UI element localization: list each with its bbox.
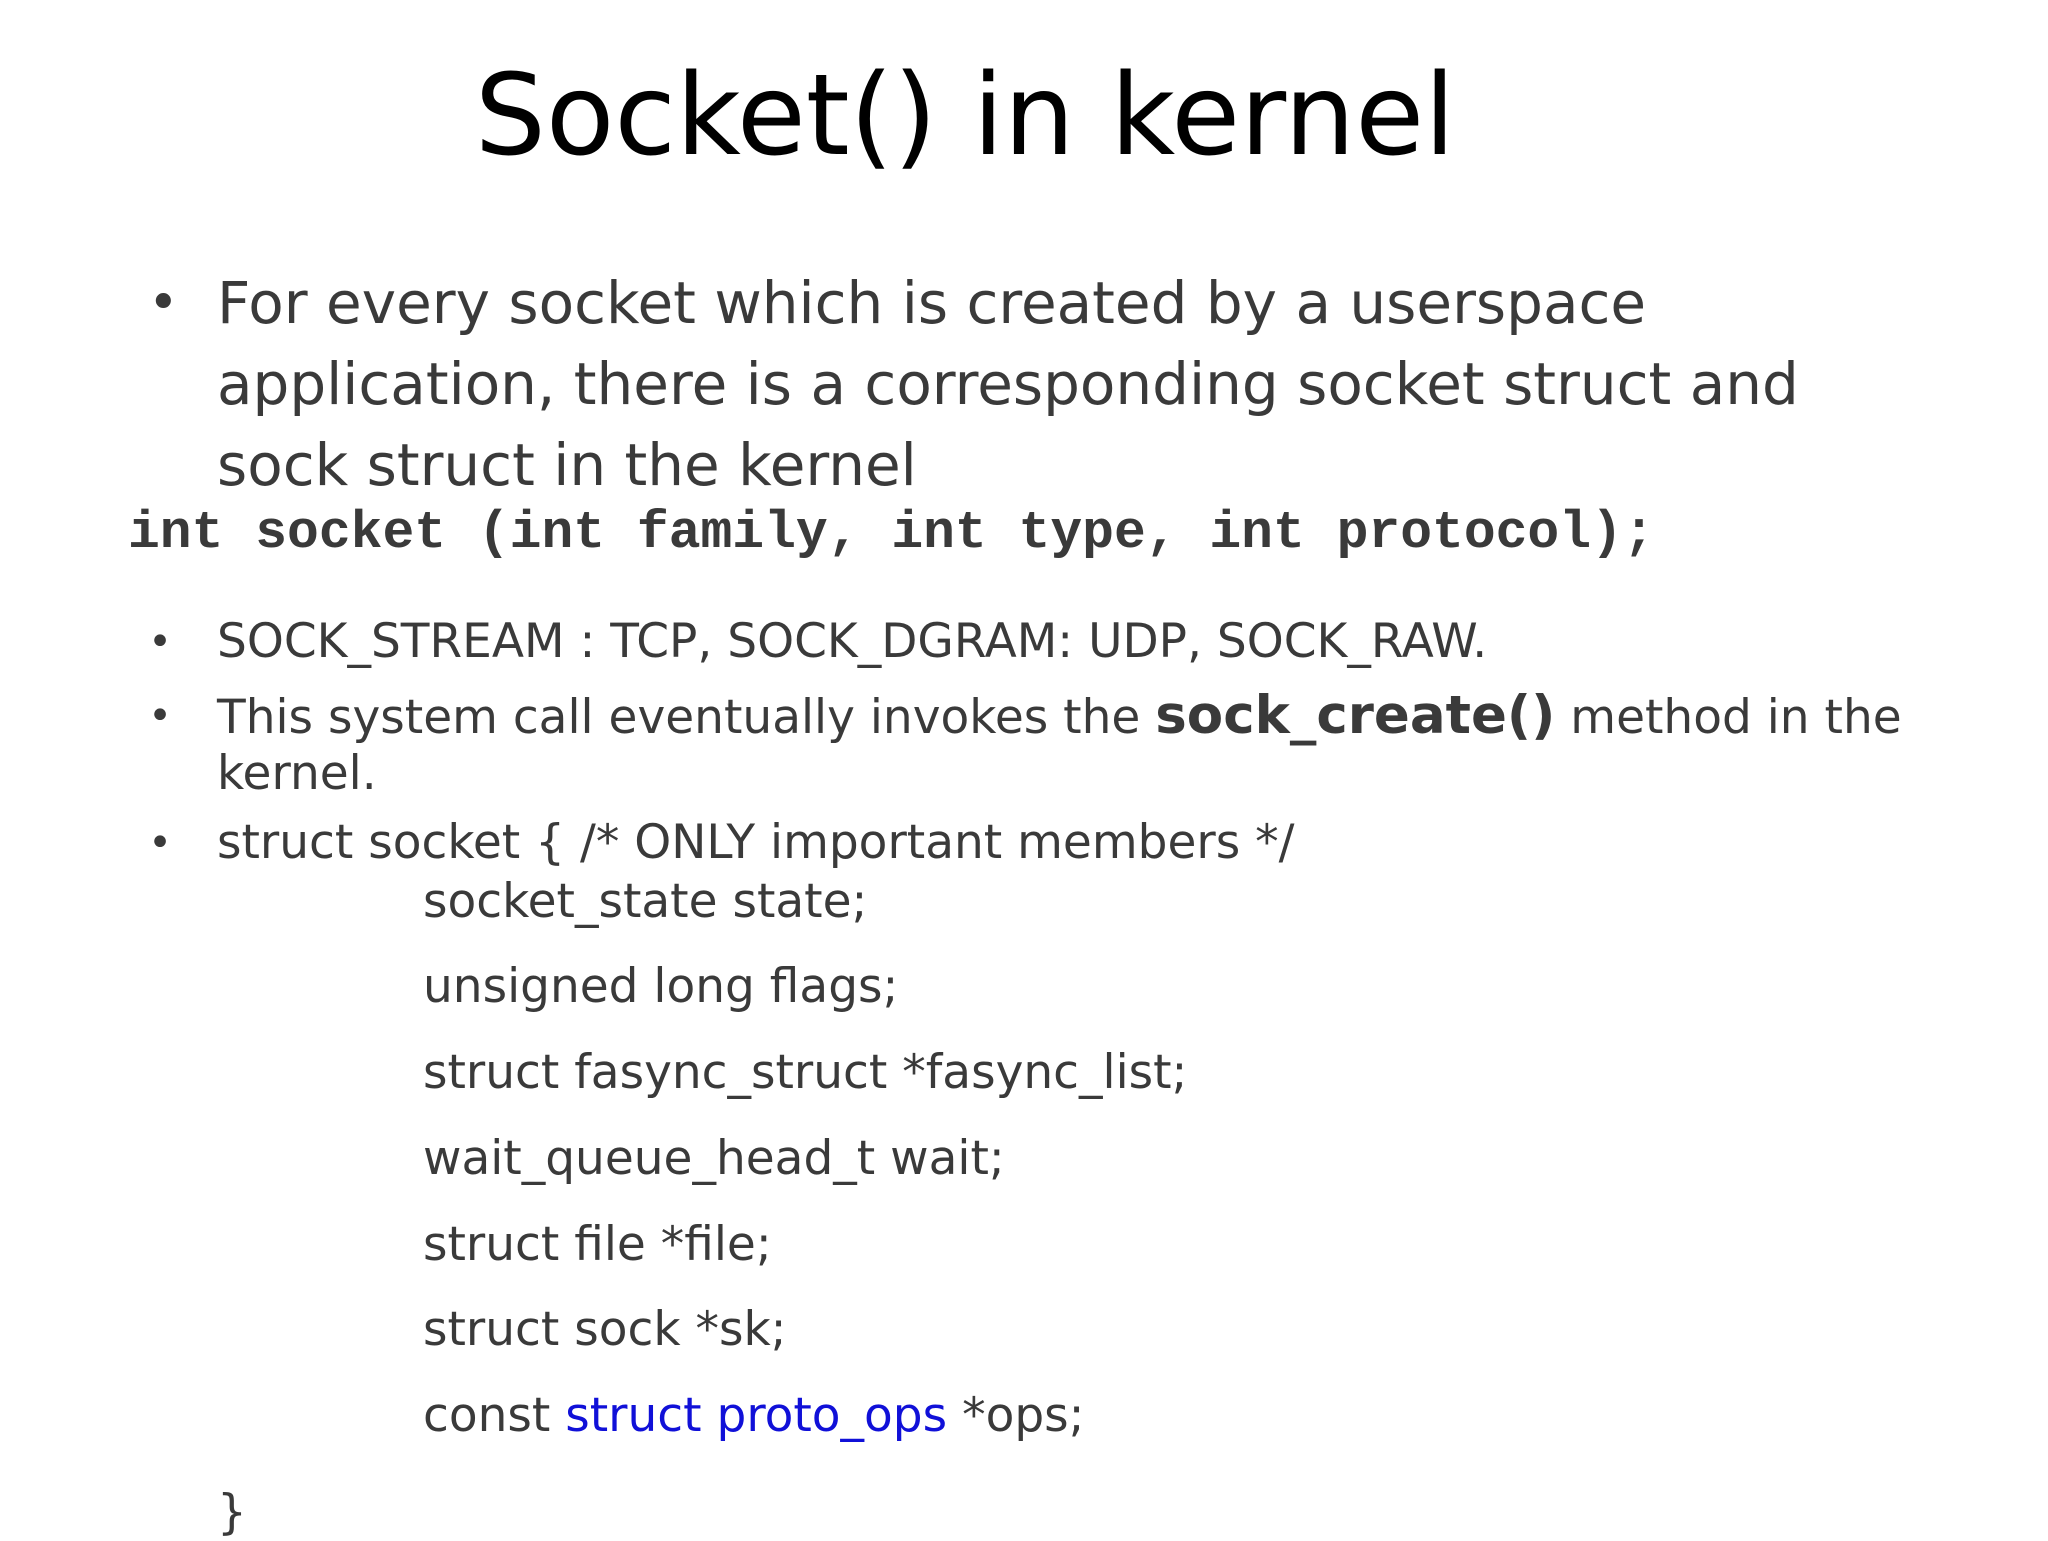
socket-types-text: SOCK_STREAM : TCP, SOCK_DGRAM: UDP, SOCK_RAW. xyxy=(217,614,1488,669)
member-flags: unsigned long flags; xyxy=(423,959,899,1014)
sock-create-text-after: method in the kernel. xyxy=(217,690,1902,801)
socket-signature-code: int socket (int family, int type, int protocol); xyxy=(128,503,1655,563)
bullet-dot: • xyxy=(148,619,172,665)
member-fasync-list: struct fasync_struct *fasync_list; xyxy=(423,1045,1188,1100)
struct-socket-header: struct socket { /* ONLY important members */ xyxy=(217,815,1295,870)
member-wait: wait_queue_head_t wait; xyxy=(423,1131,1005,1186)
sock-create-text-before: This system call eventually invokes the xyxy=(217,690,1156,745)
slide-title: Socket() in kernel xyxy=(474,51,1456,181)
member-sk: struct sock *sk; xyxy=(423,1302,787,1357)
bullet-dot: • xyxy=(148,693,172,739)
proto-ops-link[interactable]: struct proto_ops xyxy=(565,1388,948,1443)
intro-bullet-text: For every socket which is created by a userspace application, there is a corresponding socket struct and sock struct in the kernel xyxy=(217,269,1799,499)
member-ops xyxy=(423,1388,1084,1444)
sock-create-function: sock_create() xyxy=(1155,685,1556,746)
bullet-dot: • xyxy=(148,820,172,866)
member-state: socket_state state; xyxy=(423,874,868,929)
closing-brace: } xyxy=(217,1485,247,1540)
bullet-dot: • xyxy=(148,273,179,333)
member-ops-suffix: *ops; xyxy=(947,1388,1085,1443)
member-ops-prefix: const xyxy=(423,1388,566,1443)
member-file: struct file *file; xyxy=(423,1217,772,1272)
sock-create-text xyxy=(217,685,1967,802)
